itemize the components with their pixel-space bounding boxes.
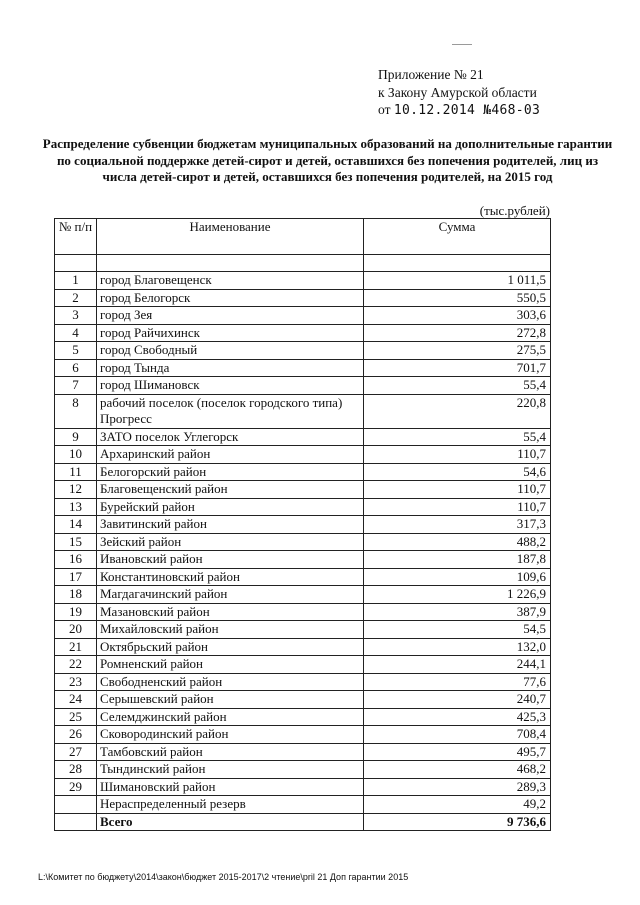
row-sum: 468,2	[364, 761, 551, 779]
row-name: Серышевский район	[97, 691, 364, 709]
row-name: Благовещенский район	[97, 481, 364, 499]
table-row	[55, 743, 551, 761]
row-name: Архаринский район	[97, 446, 364, 464]
row-number: 24	[55, 691, 97, 709]
row-sum: 110,7	[364, 481, 551, 499]
table-header-row	[55, 219, 551, 255]
row-sum: 425,3	[364, 708, 551, 726]
row-number: 26	[55, 726, 97, 744]
row-number: 23	[55, 673, 97, 691]
row-name: Завитинский район	[97, 516, 364, 534]
row-number: 3	[55, 307, 97, 325]
row-number: 28	[55, 761, 97, 779]
row-sum: 708,4	[364, 726, 551, 744]
row-number: 15	[55, 533, 97, 551]
row-number: 21	[55, 638, 97, 656]
row-name: Константиновский район	[97, 568, 364, 586]
row-sum: 495,7	[364, 743, 551, 761]
row-number: 10	[55, 446, 97, 464]
row-sum: 1 011,5	[364, 272, 551, 290]
table-row	[55, 394, 551, 428]
table-row	[55, 498, 551, 516]
row-number: 20	[55, 621, 97, 639]
appendix-law: к Закону Амурской области	[378, 84, 537, 100]
header-name: Наименование	[97, 219, 364, 255]
row-name: город Тында	[97, 359, 364, 377]
row-sum: 240,7	[364, 691, 551, 709]
table-row	[55, 638, 551, 656]
header-number: № п/п	[55, 219, 97, 255]
row-number: 16	[55, 551, 97, 569]
row-number: 25	[55, 708, 97, 726]
table-body	[55, 255, 551, 831]
table-row	[55, 463, 551, 481]
row-sum: 55,4	[364, 428, 551, 446]
total-sum: 9 736,6	[364, 813, 551, 831]
row-number: 4	[55, 324, 97, 342]
row-number: 18	[55, 586, 97, 604]
document-title: Распределение субвенции бюджетам муниципальных образований на дополнительные гарантии по социальной поддержке детей-сирот и детей, оставшихся без попечения родителей, лиц из числа детей-сирот и детей, оставшихся без попечения родителей, на 2015 год	[42, 136, 613, 184]
table-row	[55, 289, 551, 307]
row-sum: 317,3	[364, 516, 551, 534]
row-number: 8	[55, 394, 97, 428]
row-number: 7	[55, 377, 97, 395]
appendix-number: Приложение № 21	[378, 67, 484, 82]
row-sum: 77,6	[364, 673, 551, 691]
spacer-cell	[55, 255, 97, 272]
row-number: 12	[55, 481, 97, 499]
row-name: рабочий поселок (поселок городского типа) Прогресс	[97, 394, 364, 428]
row-number: 6	[55, 359, 97, 377]
row-sum: 55,4	[364, 377, 551, 395]
row-number: 22	[55, 656, 97, 674]
row-sum: 1 226,9	[364, 586, 551, 604]
row-number	[55, 796, 97, 814]
appendix-date-number: 10.12.2014 №468-03	[393, 103, 541, 118]
row-name: город Райчихинск	[97, 324, 364, 342]
row-sum: 550,5	[364, 289, 551, 307]
table-row	[55, 621, 551, 639]
row-name: Белогорский район	[97, 463, 364, 481]
header-sum: Сумма	[364, 219, 551, 255]
row-name: Октябрьский район	[97, 638, 364, 656]
row-sum: 220,8	[364, 394, 551, 428]
row-sum: 49,2	[364, 796, 551, 814]
row-sum: 701,7	[364, 359, 551, 377]
row-sum: 110,7	[364, 498, 551, 516]
row-name: Ромненский район	[97, 656, 364, 674]
table-row	[55, 359, 551, 377]
table-row	[55, 446, 551, 464]
row-name: Мазановский район	[97, 603, 364, 621]
scan-mark	[452, 44, 472, 45]
table-row	[55, 551, 551, 569]
table-row	[55, 324, 551, 342]
appendix-date	[378, 101, 618, 120]
total-label: Всего	[97, 813, 364, 831]
row-name: Михайловский район	[97, 621, 364, 639]
row-sum: 272,8	[364, 324, 551, 342]
row-name: город Белогорск	[97, 289, 364, 307]
row-name: город Зея	[97, 307, 364, 325]
table-row	[55, 708, 551, 726]
row-name: Зейский район	[97, 533, 364, 551]
row-number: 13	[55, 498, 97, 516]
table-row	[55, 761, 551, 779]
row-number: 17	[55, 568, 97, 586]
row-sum: 289,3	[364, 778, 551, 796]
row-sum: 244,1	[364, 656, 551, 674]
table-row	[55, 428, 551, 446]
row-number: 29	[55, 778, 97, 796]
units-label: (тыс.рублей)	[479, 203, 550, 218]
row-number: 2	[55, 289, 97, 307]
table-row	[55, 603, 551, 621]
row-name: Нераспределенный резерв	[97, 796, 364, 814]
row-name: Бурейский район	[97, 498, 364, 516]
row-number: 11	[55, 463, 97, 481]
appendix-date-prefix: от	[378, 102, 391, 117]
table-spacer-row	[55, 255, 551, 272]
row-name: город Свободный	[97, 342, 364, 360]
row-sum: 54,5	[364, 621, 551, 639]
table-total-row	[55, 813, 551, 831]
row-name: ЗАТО поселок Углегорск	[97, 428, 364, 446]
row-sum: 187,8	[364, 551, 551, 569]
row-name: Селемджинский район	[97, 708, 364, 726]
spacer-cell	[97, 255, 364, 272]
total-number	[55, 813, 97, 831]
table-row	[55, 307, 551, 325]
row-name: Тамбовский район	[97, 743, 364, 761]
table-row	[55, 673, 551, 691]
table-row	[55, 342, 551, 360]
row-number: 5	[55, 342, 97, 360]
footer-file-path: L:\Комитет по бюджету\2014\закон\бюджет 2015-2017\2 чтение\pril 21 Доп гарантии 2015	[38, 872, 409, 882]
table-row	[55, 481, 551, 499]
table-row	[55, 586, 551, 604]
row-sum: 54,6	[364, 463, 551, 481]
row-number: 9	[55, 428, 97, 446]
row-sum: 387,9	[364, 603, 551, 621]
row-name: город Шимановск	[97, 377, 364, 395]
row-number: 27	[55, 743, 97, 761]
table-row	[55, 568, 551, 586]
row-sum: 109,6	[364, 568, 551, 586]
row-sum: 488,2	[364, 533, 551, 551]
subvention-table	[54, 218, 551, 831]
row-number: 1	[55, 272, 97, 290]
table-row	[55, 656, 551, 674]
row-name: Тындинский район	[97, 761, 364, 779]
table-row	[55, 272, 551, 290]
row-sum: 132,0	[364, 638, 551, 656]
table-row	[55, 778, 551, 796]
row-name: Сковородинский район	[97, 726, 364, 744]
appendix-block	[378, 66, 618, 120]
row-number: 19	[55, 603, 97, 621]
row-number: 14	[55, 516, 97, 534]
row-name: Свободненский район	[97, 673, 364, 691]
row-sum: 110,7	[364, 446, 551, 464]
table-row	[55, 377, 551, 395]
table-row	[55, 796, 551, 814]
row-name: Шимановский район	[97, 778, 364, 796]
row-sum: 275,5	[364, 342, 551, 360]
spacer-cell	[364, 255, 551, 272]
table-row	[55, 533, 551, 551]
table-row	[55, 726, 551, 744]
row-name: Ивановский район	[97, 551, 364, 569]
row-name: город Благовещенск	[97, 272, 364, 290]
row-name: Магдагачинский район	[97, 586, 364, 604]
table-row	[55, 691, 551, 709]
table-row	[55, 516, 551, 534]
row-sum: 303,6	[364, 307, 551, 325]
